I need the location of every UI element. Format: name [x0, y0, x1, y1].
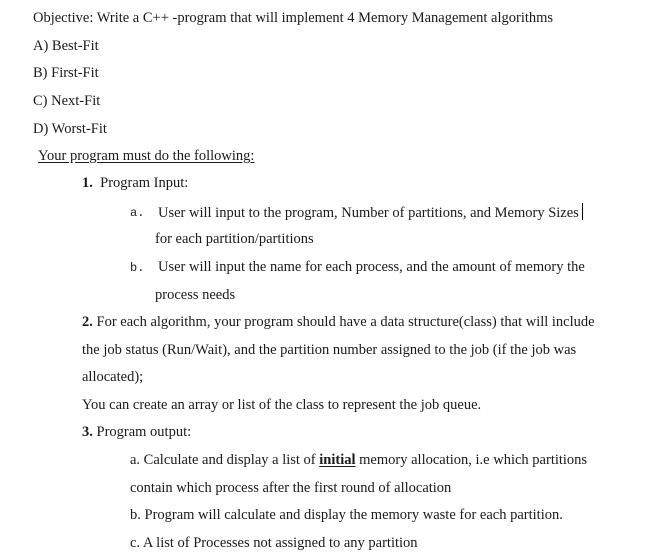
item-3c-line: c. A list of Processes not assigned to any partition [130, 535, 418, 551]
item-1a-line-1: User will input to the program, Number of partitions, and Memory Sizes [158, 203, 583, 222]
section-1-title: Program Input: [100, 175, 189, 191]
algorithm-next-fit: C) Next-Fit [33, 93, 101, 109]
section-2-line-1: 2. For each algorithm, your program should have a data structure(class) that will include [82, 314, 595, 330]
item-3a-line-1: a. Calculate and display a list of initial memory allocation, i.e which partitions [130, 452, 588, 468]
algorithm-best-fit: A) Best-Fit [33, 38, 99, 54]
algorithm-first-fit: B) First-Fit [33, 65, 99, 81]
text-cursor [582, 203, 583, 220]
section-3-heading: 3. Program output: [82, 424, 192, 440]
item-1b-line-1: User will input the name for each process, and the amount of memory the [158, 259, 585, 275]
section-1-number: 1. [82, 175, 93, 191]
item-1a-label: a. [130, 206, 145, 220]
item-1a-line-2: for each partition/partitions [155, 231, 314, 247]
objective-text: Objective: Write a C++ -program that will implement 4 Memory Management algorithms [33, 10, 554, 26]
section-2-line-3: allocated); [82, 369, 144, 385]
requirements-heading: Your program must do the following: [38, 148, 255, 164]
section-1-heading [82, 174, 188, 192]
section-2-line-2: the job status (Run/Wait), and the partition number assigned to the job (if the job was [82, 342, 577, 358]
item-1b-label: b. [130, 261, 145, 275]
item-3b-line: b. Program will calculate and display the memory waste for each partition. [130, 507, 563, 523]
initial-emphasis: initial [319, 452, 356, 468]
algorithm-worst-fit: D) Worst-Fit [33, 121, 107, 137]
item-3a-line-2: contain which process after the first round of allocation [130, 480, 452, 496]
item-1b-line-2: process needs [155, 287, 236, 303]
section-2-note: You can create an array or list of the class to represent the job queue. [82, 397, 482, 413]
